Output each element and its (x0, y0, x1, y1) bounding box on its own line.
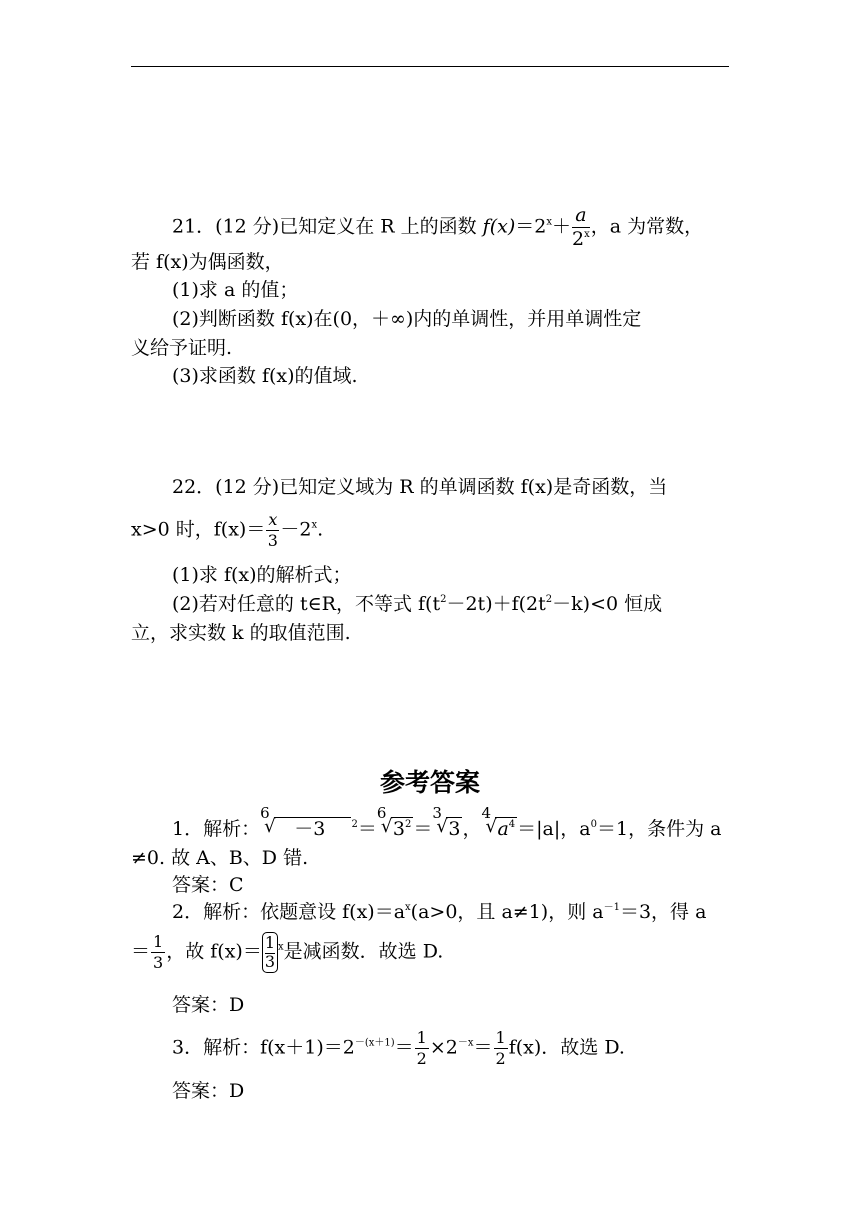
q21-part1: (1)求 a 的值； (172, 279, 299, 301)
q22-line2: x>0 时，f(x)＝ $\frac{x}{3}$ $-2^x$. (131, 510, 324, 550)
a2-line1: 2．解析：依题意设 $f(x)=a^x(a>0$，且 a≠1)，则 $a^{-1}=3$，得 a (172, 901, 707, 923)
q21-line2: 若 f(x)为偶函数， (131, 251, 284, 273)
q21-part2b: 义给予证明. (131, 337, 233, 359)
sixth-root-1: √ 6 －3 $^2$ (260, 820, 358, 839)
fourth-root: √ 4 $a^4$ (481, 820, 517, 839)
answers-title: 参考答案 (379, 768, 480, 797)
sixth-root-2: √ 6 $3^2$ (377, 820, 413, 839)
q21-part3: (3)求函数 f(x)的值域. (172, 365, 358, 387)
q22-line1: 22．(12 分)已知定义域为 R 的单调函数 f(x)是奇函数，当 (172, 476, 668, 498)
a3-fraction-1: $\frac{1}{2}$ (416, 1028, 427, 1068)
q22-part2a: (2)若对任意的 t∈R，不等式 $f(t^2-2t)+f(2t^2-k)<0$ 恒成 (172, 593, 663, 615)
a1-line2: ≠0. 故 A、B、D 错. (131, 847, 309, 869)
q21-fraction: $\frac{a}{2^x}$ (571, 204, 590, 250)
header-rule (131, 66, 729, 67)
a1-line1: 1．解析： √ 6 －3 $^2$＝ √ 6 $3^2$ ＝ √ 3 3 ， √ 4 $a^4 =|a|$，$a^0=1$，条件为 a (172, 820, 721, 839)
a1-answer: 答案：C (172, 874, 244, 896)
q21-line1: 21．(12 分)已知定义在 R 上的函数 $f(x)=2^x+$ $\frac{a}{2^x}$ ，a 为常数， (172, 204, 704, 250)
a3-line1: 3．解析：$f(x+1)=2^{-(x+1)}=$ $\frac{1}{2}$ $\times 2^{-x}=$ $\frac{1}{2}$ f(x)．故选 D. (172, 1028, 625, 1068)
q22-fraction: $\frac{x}{3}$ (267, 510, 278, 550)
a2-answer: 答案：D (172, 994, 245, 1016)
a2-paren-fraction: $\frac{1}{3}$ (262, 932, 278, 973)
cube-root: √ 3 3 (432, 820, 462, 839)
a3-fraction-2: $\frac{1}{2}$ (495, 1028, 506, 1068)
a2-line2: ＝ $\frac{1}{3}$ ，故 f(x)＝ $\frac{1}{3}$ $^x$是减函数．故选 D. (131, 932, 444, 972)
a3-answer: 答案：D (172, 1080, 245, 1102)
q22-part2b: 立，求实数 k 的取值范围. (131, 622, 351, 644)
q22-part1: (1)求 f(x)的解析式； (172, 564, 352, 586)
q21-part2a: (2)判断函数 f(x)在(0，＋∞)内的单调性，并用单调性定 (172, 308, 642, 330)
a2-fraction: $\frac{1}{3}$ (153, 932, 164, 972)
